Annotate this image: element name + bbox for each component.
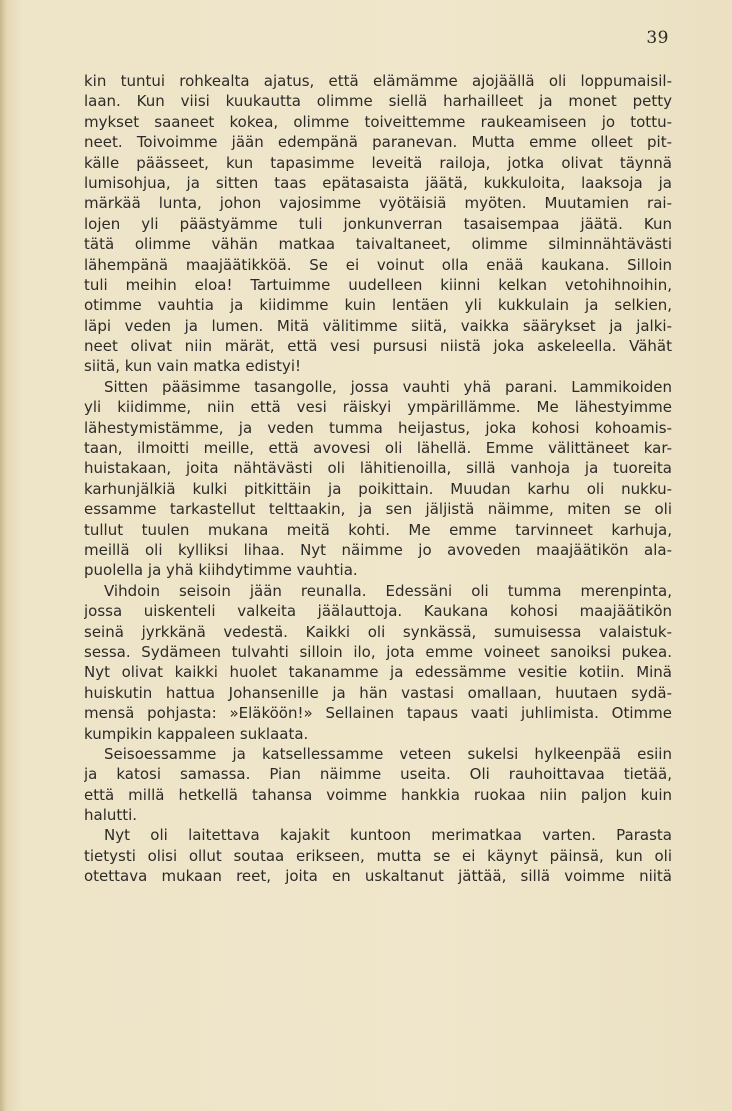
text-line: otimme vauhtia ja kiidimme kuin lentäen yli kukkulain ja selkien, <box>84 296 672 315</box>
text-line: puolella ja yhä kiihdytimme vauhtia. <box>84 561 358 580</box>
text-line: mykset saaneet kokea, olimme toiveittemme raukeamiseen jo tottu- <box>84 112 672 131</box>
text-line: sessa. Sydämeen tulvahti silloin ilo, jota emme voineet sanoiksi pukea. <box>84 642 672 661</box>
text-line: yli kiidimme, niin että vesi räiskyi ympärillämme. Me lähestyimme <box>84 398 672 417</box>
text-line: tuli meihin eloa! Tartuimme uudelleen kiinni kelkan vetohihnoihin, <box>84 275 672 294</box>
text-line: jossa uiskenteli valkeita jäälauttoja. Kaukana kohosi maajäätikön <box>84 602 672 621</box>
text-line: kin tuntui rohkealta ajatus, että elämämme ajojäällä oli loppumaisil- <box>84 72 672 90</box>
text-line: karhunjälkiä kulki pitkittäin ja poikittain. Muudan karhu oli nukku- <box>84 479 672 498</box>
text-line: kumpikin kappaleen suklaata. <box>84 724 309 743</box>
text-line: mensä pohjasta: »Eläköön!» Sellainen tapaus vaati juhlimista. Otimme <box>84 704 672 723</box>
text-line: Nyt oli laitettava kajakit kuntoon merimatkaa varten. Parasta <box>104 826 672 845</box>
page-number: 39 <box>646 28 669 48</box>
text-line: huistakaan, joita nähtävästi oli lähitienoilla, sillä vanhoja ja tuoreita <box>84 459 672 478</box>
text-line: seinä jyrkkänä vedestä. Kaikki oli synkässä, sumuisessa valaistuk- <box>84 622 672 641</box>
text-line: lojen yli päästyämme tuli jonkunverran tasaisempaa jäätä. Kun <box>84 214 672 233</box>
text-line: otettava mukaan reet, joita en uskaltanut jättää, sillä voimme niitä <box>84 867 672 886</box>
text-line: lähestymistämme, ja veden tumma heijastus, joka kohosi kohoamis- <box>84 418 672 437</box>
text-line: neet olivat niin märät, että vesi pursusi niistä joka askeleella. Vähät <box>84 337 672 356</box>
text-line: taan, ilmoitti meille, että avovesi oli lähellä. Emme välittäneet kar- <box>84 439 672 458</box>
text-line: huiskutin hattua Johansenille ja hän vastasi omallaan, huutaen sydä- <box>84 683 672 702</box>
text-line: essamme tarkastellut telttaakin, ja sen jäljistä näimme, miten se oli <box>84 500 672 519</box>
text-line: tullut tuulen mukana meitä kohti. Me emme tarvinneet karhuja, <box>84 520 672 539</box>
text-line: läpi veden ja lumen. Mitä välitimme siitä, vaikka säärykset ja jalki- <box>84 316 672 335</box>
text-line: Nyt olivat kaikki huolet takanamme ja edessämme vesitie kotiin. Minä <box>84 663 672 682</box>
text-line: laan. Kun viisi kuukautta olimme siellä harhailleet ja monet petty <box>84 92 672 111</box>
text-line: että millä hetkellä tahansa voimme hankkia ruokaa niin paljon kuin <box>84 785 672 804</box>
text-line: tietysti olisi ollut soutaa erikseen, mutta se ei käynyt päinsä, kun oli <box>84 846 672 865</box>
text-line: märkää lunta, johon vajosimme vyötäisiä myöten. Muutamien rai- <box>84 194 672 213</box>
text-line: neet. Toivoimme jään edempänä paranevan. Mutta emme olleet pit- <box>84 133 672 152</box>
text-line: siitä, kun vain matka edistyi! <box>84 357 302 376</box>
text-line: meillä oli kylliksi lihaa. Nyt näimme jo avoveden maajäätikön ala- <box>84 540 672 559</box>
text-line: lähempänä maajäätikköä. Se ei voinut olla enää kaukana. Silloin <box>84 255 672 274</box>
body-text <box>84 71 672 887</box>
text-line: halutti. <box>84 806 138 825</box>
text-line: lumisohjua, ja sitten taas epätasaista jäätä, kukkuloita, laaksoja ja <box>84 173 672 192</box>
text-line: Sitten pääsimme tasangolle, jossa vauhti yhä parani. Lammikoiden <box>104 377 672 396</box>
text-line: tätä olimme vähän matkaa taivaltaneet, olimme silminnähtävästi <box>84 235 672 254</box>
text-line: Vihdoin seisoin jään reunalla. Edessäni oli tumma merenpinta, <box>104 581 672 600</box>
text-line: ja katosi samassa. Pian näimme useita. Oli rauhoittavaa tietää, <box>84 765 672 784</box>
page-binding-edge <box>0 0 6 1111</box>
text-line: Seisoessamme ja katsellessamme veteen sukelsi hylkeenpää esiin <box>104 744 672 763</box>
text-line: källe päässeet, kun tapasimme leveitä railoja, jotka olivat täynnä <box>84 153 672 172</box>
